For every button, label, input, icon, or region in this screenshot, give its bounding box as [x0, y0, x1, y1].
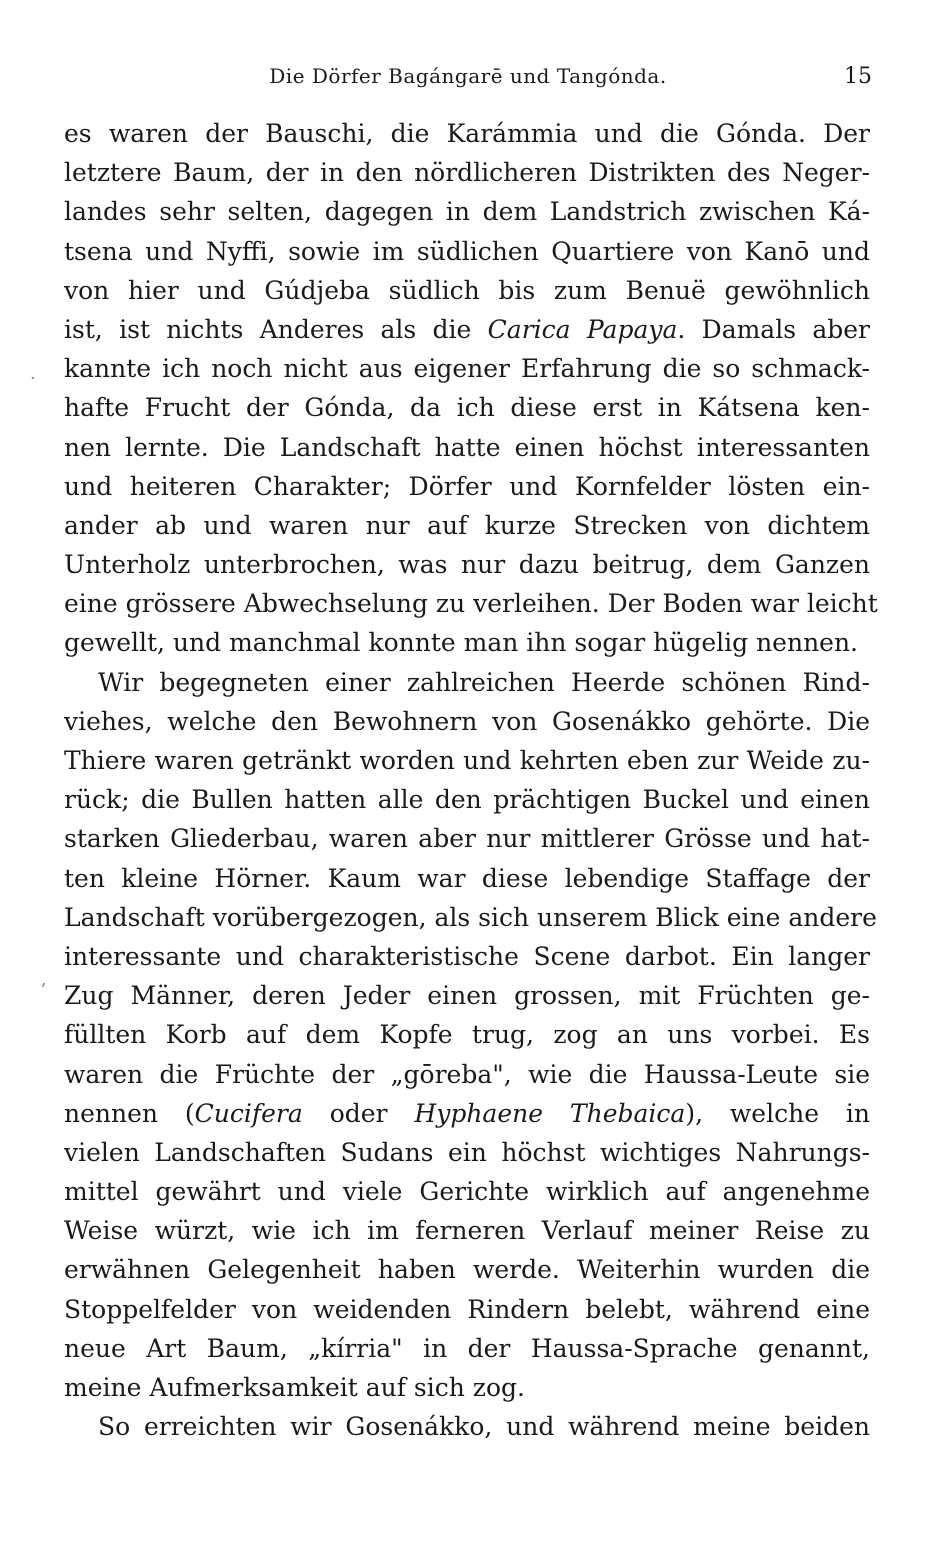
text-line: landes sehr selten, dagegen in dem Landstrich zwischen Ká- — [64, 197, 870, 227]
text-line: tsena und Nyffi, sowie im südlichen Quartiere von Kanō und — [64, 236, 870, 266]
page-number: 15 — [844, 64, 872, 89]
text-line: starken Gliederbau, waren aber nur mittlerer Grösse und hat- — [64, 824, 870, 854]
text-line: hafte Frucht der Gónda, da ich diese erst in Kátsena ken- — [64, 393, 870, 423]
paragraph — [64, 663, 877, 1408]
text-line: und heiteren Charakter; Dörfer und Kornfelder lösten ein- — [64, 471, 870, 501]
text-line: Stoppelfelder von weidenden Rindern belebt, während eine — [64, 1294, 870, 1324]
text-line: ander ab und waren nur auf kurze Strecken von dichtem — [64, 510, 870, 540]
page-header — [64, 64, 872, 98]
text-line: gewellt, und manchmal konnte man ihn sogar hügelig nennen. — [64, 628, 859, 658]
text-line: interessante und charakteristische Scene darbot. Ein langer — [64, 941, 870, 971]
text-line: Landschaft vorübergezogen, als sich unserem Blick eine andere — [64, 902, 877, 932]
paragraph — [64, 114, 878, 663]
text-line: ist, ist nichts Anderes als die Carica Papaya. Damals aber — [64, 314, 870, 344]
text-line: meine Aufmerksamkeit auf sich zog. — [64, 1373, 525, 1402]
text-line: nen lernte. Die Landschaft hatte einen höchst interessanten — [64, 432, 870, 462]
text-line: nennen (Cucifera oder Hyphaene Thebaica), welche in — [64, 1098, 870, 1128]
text-line: Unterholz unterbrochen, was nur dazu beitrug, dem Ganzen — [64, 550, 870, 580]
text-line: Weise würzt, wie ich im ferneren Verlauf meiner Reise zu — [64, 1216, 870, 1246]
text-line: von hier und Gúdjeba südlich bis zum Benuë gewöhnlich — [64, 275, 870, 305]
text-line: rück; die Bullen hatten alle den prächtigen Buckel und einen — [64, 785, 870, 815]
running-title: Die Dörfer Bagángarē und Tangónda. — [269, 64, 667, 88]
margin-speck-mark: · — [30, 368, 36, 389]
text-line: kannte ich noch nicht aus eigener Erfahrung die so schmack- — [64, 354, 870, 384]
text-line: neue Art Baum, „kírria" in der Haussa-Sprache genannt, — [64, 1333, 870, 1363]
margin-speck-mark: ʼ — [40, 980, 46, 1001]
text-line: Wir begegneten einer zahlreichen Heerde schönen Rind- — [98, 667, 870, 697]
text-line: mittel gewährt und viele Gerichte wirklich auf angenehme — [64, 1177, 870, 1207]
text-line: eine grössere Abwechselung zu verleihen. Der Boden war leicht — [64, 589, 878, 619]
text-line: Thiere waren getränkt worden und kehrten eben zur Weide zu- — [64, 746, 870, 775]
text-line: erwähnen Gelegenheit haben werde. Weiterhin wurden die — [64, 1255, 870, 1285]
text-line: Zug Männer, deren Jeder einen grossen, mit Früchten ge- — [64, 981, 870, 1011]
text-line: vielen Landschaften Sudans ein höchst wichtiges Nahrungs- — [64, 1137, 870, 1167]
text-line: viehes, welche den Bewohnern von Gosenákko gehörte. Die — [64, 706, 870, 736]
text-line: letztere Baum, der in den nördlicheren Distrikten des Neger- — [64, 158, 870, 188]
body-text — [64, 114, 878, 1446]
text-line: waren die Früchte der „gōreba", wie die Haussa-Leute sie — [64, 1059, 870, 1089]
text-line: So erreichten wir Gosenákko, und während meine beiden — [98, 1412, 870, 1442]
paragraph — [64, 1407, 870, 1446]
text-line: füllten Korb auf dem Kopfe trug, zog an uns vorbei. Es — [64, 1020, 870, 1050]
text-line: es waren der Bauschi, die Karámmia und die Gónda. Der — [64, 119, 870, 148]
text-line: ten kleine Hörner. Kaum war diese lebendige Staffage der — [64, 863, 870, 893]
